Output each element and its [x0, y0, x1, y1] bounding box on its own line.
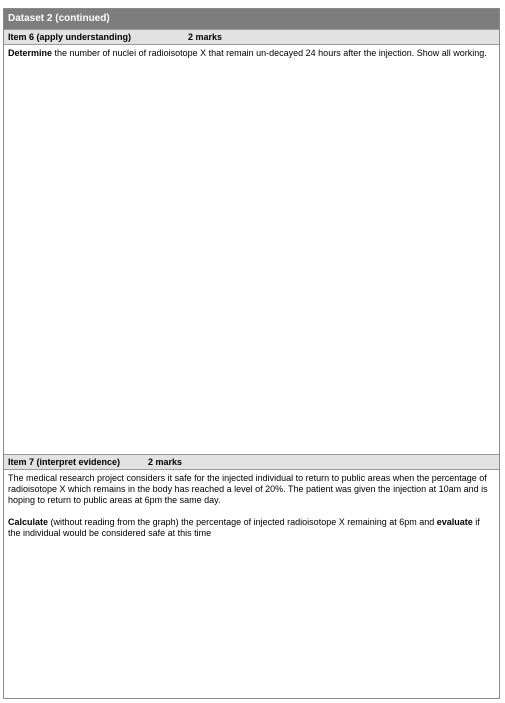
item6-command-verb: Determine	[8, 48, 53, 58]
item7-header	[4, 454, 499, 470]
item6-marks: 2 marks	[188, 32, 223, 42]
item7-question	[8, 517, 493, 539]
item6-question	[8, 48, 493, 59]
item7-command-verb-evaluate: evaluate	[436, 517, 473, 527]
item6-header	[4, 29, 499, 45]
paragraph-gap	[8, 506, 493, 517]
question-sheet	[3, 8, 500, 699]
item7-marks: 2 marks	[148, 457, 183, 467]
dataset-title: Dataset 2 (continued)	[4, 9, 499, 29]
item6-answer-area[interactable]	[4, 45, 499, 454]
item7-heading: Item 7 (interpret evidence)	[8, 457, 121, 467]
item7-command-verb-calculate: Calculate	[8, 517, 49, 527]
item7-answer-area[interactable]	[4, 470, 499, 539]
item6-question-text: the number of nuclei of radioisotope X that remain un-decayed 24 hours after the injection. Show all working.	[52, 48, 487, 58]
item7-context: The medical research project considers it safe for the injected individual to return to public areas when the percentage of radioisotope X which remains in the body has reached a level of 20%. The patient was given the injection at 10am and is hoping to return to public areas at 6pm the same day.	[8, 473, 488, 505]
item7-question-text-2: if the individual would be considered safe at this time	[8, 517, 480, 538]
item6-heading: Item 6 (apply understanding)	[8, 32, 132, 42]
item7-question-text-1: (without reading from the graph) the percentage of injected radioisotope X remaining at 6pm and	[48, 517, 437, 527]
